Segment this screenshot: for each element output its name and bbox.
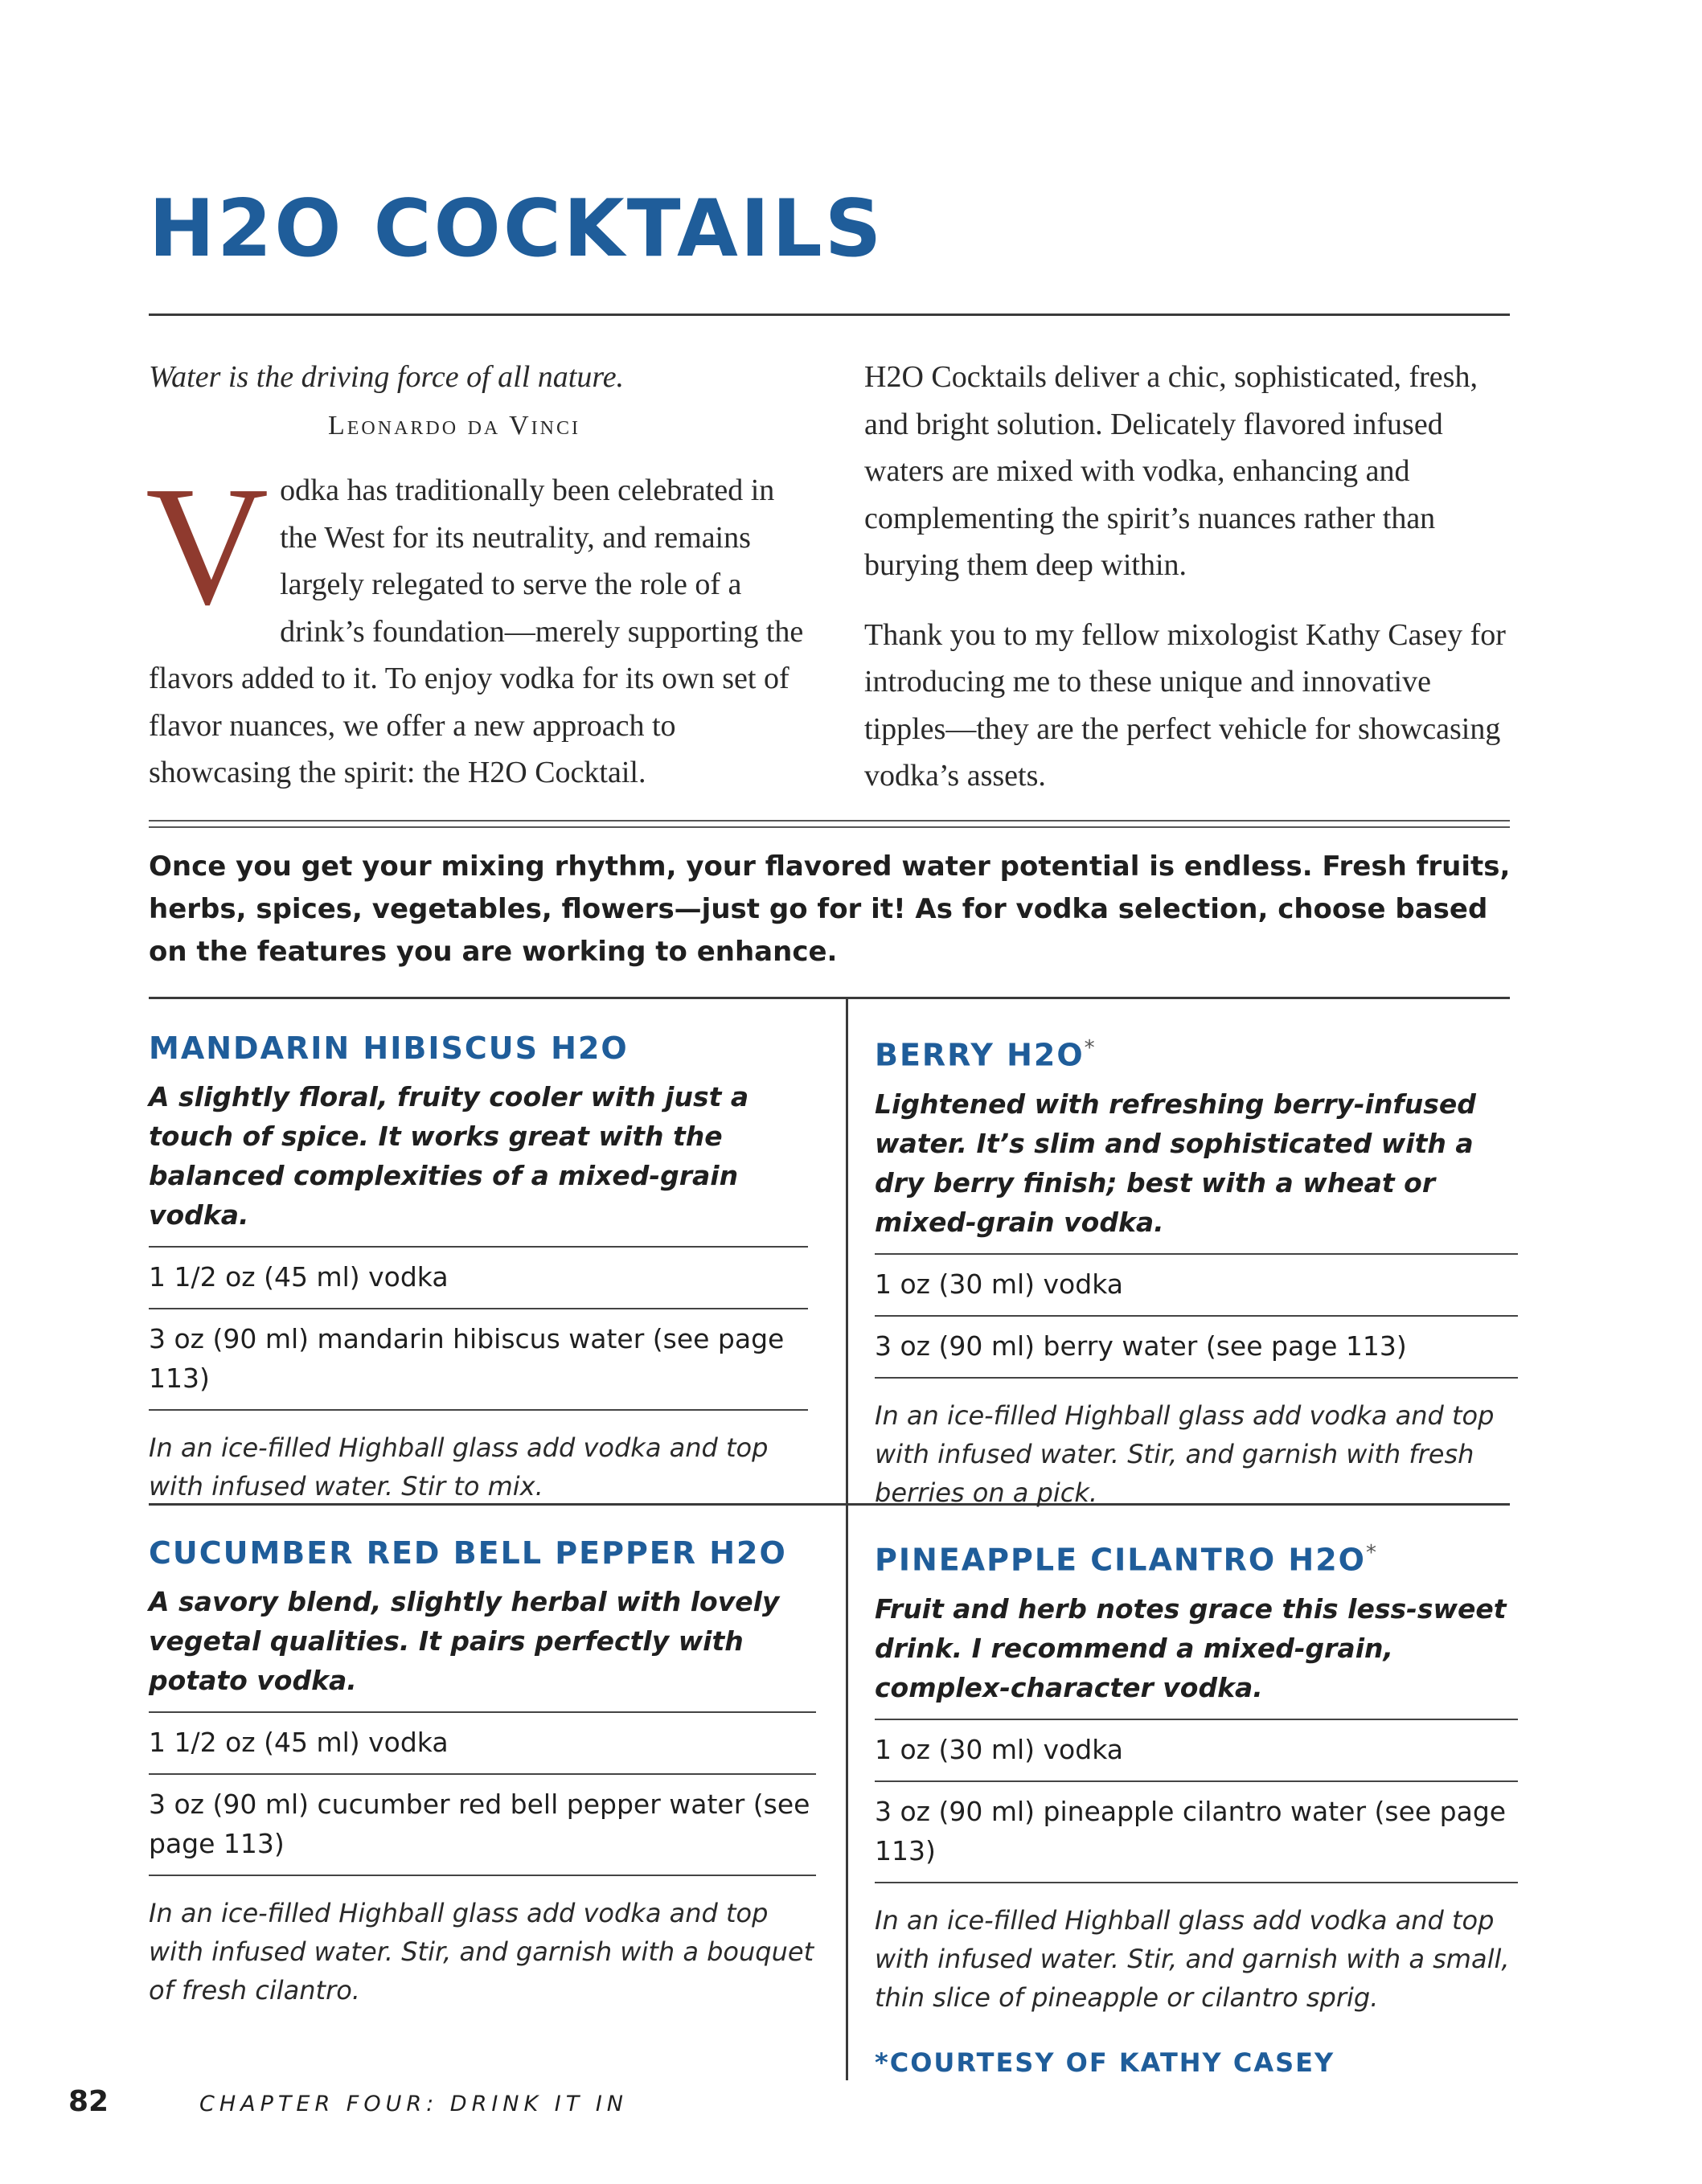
bold-intro-text: Once you get your mixing rhythm, your flavored water potential is endless. Fresh fruits, herbs, spices, vegetables, flowers—just go for it! As for vodka selection, choose based on the features you are working to enhance. (149, 850, 1511, 968)
recipe-method: In an ice-filled Highball glass add vodka and top with infused water. Stir, and garnish with a bouquet of fresh cilantro. (149, 1875, 816, 2010)
intro-paragraph (146, 451, 808, 797)
recipe-ingredient: 1 1/2 oz (45 ml) vodka (149, 1711, 816, 1773)
recipe-method: In an ice-filled Highball glass add vodka and top with infused water. Stir, and garnish with a small, thin slice of pineapple or cilantro sprig. (875, 1882, 1518, 2017)
recipe-description: Fruit and herb notes grace this less-sweet drink. I recommend a mixed-grain, complex-character vodka. (875, 1592, 1507, 1703)
recipe-ingredient: 1 oz (30 ml) vodka (875, 1253, 1518, 1315)
recipe-description: A slightly floral, fruity cooler with just a touch of spice. It works great with the balanced complexities of a mixed-grain vodka. (149, 1081, 749, 1231)
recipe-title: CUCUMBER RED BELL PEPPER H2O (149, 1535, 787, 1571)
intro-right-paragraph-1: H2O Cocktails deliver a chic, sophisticated, fresh, and bright solution. Delicately flavored infused waters are mixed with vodka, enhancing and complementing the spirit’s nuances rather than burying them deep within. (864, 360, 1478, 582)
intro-rule-bottom (149, 826, 1510, 828)
recipe-pineapple-cilantro (875, 1532, 1518, 2078)
recipe-title-text: PINEAPPLE CILANTRO H2O (875, 1542, 1366, 1578)
recipe-method: In an ice-filled Highball glass add vodka and top with infused water. Stir, and garnish with fresh berries on a pick. (875, 1377, 1518, 1512)
recipes-column-divider (846, 999, 848, 2080)
recipe-cucumber-red-bell-pepper (149, 1532, 816, 2010)
recipe-title (875, 1532, 1518, 1581)
courtesy-asterisk: * (1365, 1541, 1378, 1565)
recipe-ingredient: 3 oz (90 ml) berry water (see page 113) (875, 1315, 1518, 1377)
recipe-title-text: BERRY H2O (875, 1037, 1085, 1073)
intro-left-column (146, 354, 808, 797)
recipe-method: In an ice-filled Highball glass add vodka and top with infused water. Stir to mix. (149, 1409, 808, 1506)
recipe-ingredient: 3 oz (90 ml) pineapple cilantro water (see page 113) (875, 1780, 1518, 1882)
title-rule (149, 313, 1510, 316)
intro-right-column (864, 354, 1515, 800)
recipe-description: A savory blend, slightly herbal with lovely vegetal qualities. It pairs perfectly with potato vodka. (149, 1586, 780, 1696)
recipes-top-rule (149, 997, 1510, 999)
recipe-mandarin-hibiscus (149, 1027, 808, 1506)
chapter-running-footer: CHAPTER FOUR: DRINK IT IN (199, 2092, 628, 2116)
epigraph-attribution: Leonardo da Vinci (327, 410, 581, 440)
recipe-ingredient: 1 oz (30 ml) vodka (875, 1719, 1518, 1780)
recipe-title (875, 1027, 1518, 1076)
recipe-ingredient: 1 1/2 oz (45 ml) vodka (149, 1246, 808, 1308)
recipe-ingredient: 3 oz (90 ml) mandarin hibiscus water (see page 113) (149, 1308, 808, 1409)
page-title: H2O COCKTAILS (149, 183, 884, 275)
epigraph-quote: Water is the driving force of all nature. (149, 360, 625, 394)
page-number: 82 (68, 2085, 109, 2118)
recipe-title: MANDARIN HIBISCUS H2O (149, 1031, 629, 1066)
intro-paragraph-text: odka has traditionally been celebrated in the West for its neutrality, and remains largely relegated to serve the role of a drink’s foundation—merely supporting the flavors added to it. To enjoy vodka for its own set of flavor nuances, we offer a new approach to showcasing the spirit: the H2O Cocktail. (149, 473, 804, 789)
courtesy-note: *COURTESY OF KATHY CASEY (875, 2047, 1335, 2078)
recipe-berry (875, 1027, 1518, 1512)
intro-rule-top (149, 820, 1510, 822)
intro-right-paragraph-2: Thank you to my fellow mixologist Kathy Casey for introducing me to these unique and innovative tipples—they are the perfect vehicle for showcasing vodka’s assets. (864, 617, 1506, 793)
recipe-description: Lightened with refreshing berry-infused water. It’s slim and sophisticated with a dry berry finish; best with a wheat or mixed-grain vodka. (875, 1088, 1476, 1238)
recipe-ingredient: 3 oz (90 ml) cucumber red bell pepper water (see page 113) (149, 1773, 816, 1875)
courtesy-asterisk: * (1084, 1036, 1097, 1060)
drop-cap: V (146, 451, 269, 640)
